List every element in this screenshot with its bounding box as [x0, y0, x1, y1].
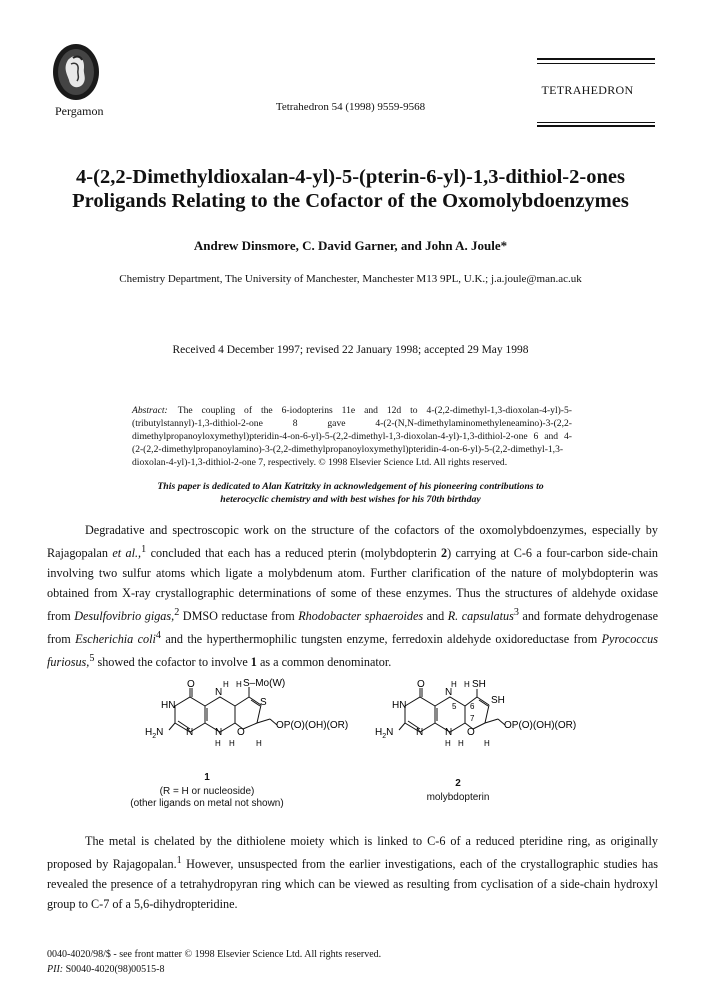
body-text: Degradative and spectroscopic work on the structure of the cofactors of the oxomolybdoenzymes, especially by Rajagopalan	[47, 523, 658, 561]
atom-label: N	[416, 727, 424, 738]
atom-label: N	[445, 727, 453, 738]
position-number: 5	[452, 702, 457, 711]
reference-marker: 1	[176, 855, 182, 866]
header-rule	[537, 63, 655, 64]
affiliation: Chemistry Department, The University of Manchester, Manchester M13 9PL, U.K.; j.a.joule@man.ac.uk	[119, 273, 582, 285]
compound-caption: (R = H or nucleoside)	[159, 786, 255, 797]
title-line: 4-(2,2-Dimethyldioxalan-4-yl)-5-(pterin-6-yl)-1,3-dithiol-2-ones	[76, 166, 625, 188]
atom-label: H	[256, 739, 262, 748]
received-dates: Received 4 December 1997; revised 22 January 1998; accepted 29 May 1998	[172, 344, 529, 356]
atom-label: H	[445, 739, 451, 748]
compound-number: 2	[455, 778, 461, 789]
body-text: The metal is chelated by the dithiolene moiety which is linked to C-6 of a reduced pteridine ring, as originally proposed by Rajagopalan.	[47, 834, 658, 872]
publisher-logo	[51, 42, 101, 102]
journal-name: TETRAHEDRON	[541, 83, 634, 97]
organism-name: Pyrococcus furiosus,	[47, 632, 658, 670]
journal-citation: Tetrahedron 54 (1998) 9559-9568	[275, 101, 426, 113]
body-text: and the hyperthermophilic tungsten enzyme, ferredoxin aldehyde oxidoreductase from	[161, 632, 602, 647]
structure-compound-2	[365, 679, 610, 769]
organism-name: R. capsulatus	[447, 609, 514, 624]
header-rule	[537, 58, 655, 60]
atom-label: H	[215, 739, 221, 748]
atom-label: HN	[161, 700, 176, 711]
compound-number: 1	[204, 772, 210, 783]
atom-label: S	[260, 697, 267, 708]
atom-label: H	[229, 739, 235, 748]
atom-label: N	[445, 687, 453, 698]
atom-label: H	[223, 680, 229, 689]
atom-label: O	[187, 679, 195, 690]
atom-label: N	[186, 727, 194, 738]
atom-label: HN	[392, 700, 407, 711]
copyright-line: 0040-4020/98/$ - see front matter © 1998 Elsevier Science Ltd. All rights reserved.	[47, 949, 382, 960]
organism-name: Escherichia coli	[75, 632, 156, 647]
atom-label: H	[464, 680, 470, 689]
organism-name: Desulfovibrio gigas,	[74, 609, 175, 624]
position-number: 7	[470, 714, 475, 723]
authors: Andrew Dinsmore, C. David Garner, and John A. Joule*	[193, 238, 508, 253]
atom-label: O	[467, 727, 475, 738]
reference-marker: 4	[155, 630, 161, 642]
body-paragraph	[47, 831, 658, 914]
substituent-label: OP(O)(OH)(OR)	[504, 720, 577, 731]
header-rule	[537, 122, 655, 123]
footer	[47, 947, 381, 977]
pii-label: PII:	[47, 964, 64, 975]
dedication	[120, 480, 581, 506]
body-paragraph	[47, 520, 658, 672]
abstract-text: The coupling of the 6-iodopterins 11e and 12d to 4-(2,2-dimethyl-1,3-dioxolan-4-yl)-5-(tributylstannyl)-1,3-dithiol-2-one 8 gave 4-(2-(N,N-dimethylaminomethyleneamino)-3-(2,2-dimethylpropanoyloxymethyl)pteridin-4-on-6-yl)-5-(2,2-dimethyl-1,3-dioxolan-4-yl)-1,3-dithiol-2-one 6 and 4-(2-(2,2-dimethylpropanoylamino)-3-(2,2-dimethylpropanoyloxymethyl)pteridin-4-on-6-yl)-5-(2,2-dimethyl-1,3-dioxolan-4-yl)-1,3-dithiol-2-one 7, respectively. © 1998 Elsevier Science Ltd. All rights reserved.	[132, 405, 572, 468]
reference-marker: 2	[174, 607, 180, 619]
atom-label: N	[215, 687, 223, 698]
substituent-label: OP(O)(OH)(OR)	[276, 720, 349, 731]
atom-label: O	[417, 679, 425, 690]
abstract-label: Abstract:	[132, 405, 168, 416]
body-text: and	[423, 609, 448, 624]
reference-marker: 1	[141, 544, 147, 555]
body-text: ) carrying at C-6 a four-carbon side-chain involving two sulfur atoms which ligate a molybdenum atom. Further clarification of the nature of molybdopterin was obtained from X-ray crystallographic determinations of some of these enzymes. Thus the structures of aldehyde oxidase from	[47, 546, 659, 624]
article-title	[40, 165, 661, 213]
thiol-label: SH	[472, 679, 486, 690]
et-al: et al.,	[112, 546, 142, 561]
header-rule	[537, 125, 655, 127]
atom-label: $H_2N$	[375, 727, 394, 740]
dedication-line: This paper is dedicated to Alan Katritzky in acknowledgement of his pioneering contributions to	[157, 481, 544, 492]
atom-label: H	[458, 739, 464, 748]
publisher-name: Pergamon	[55, 104, 104, 118]
atom-label: H	[484, 739, 490, 748]
pii-value: S0040-4020(98)00515-8	[63, 964, 165, 975]
compound-ref: 1	[250, 655, 257, 670]
body-text: However, unsuspected from the earlier investigations, each of the crystallographic studies has revealed the presence of a tetrahydropyran ring which can be viewed as resulting from cyclisation of a side-chain hydroxyl group to C-7 of a 5,6-dihydropteridine.	[47, 857, 659, 912]
compound-caption: (other ligands on metal not shown)	[130, 798, 284, 809]
body-text: and formate dehydrogenase from	[47, 609, 659, 647]
body-text: concluded that each has a reduced pterin (molybdopterin	[146, 546, 441, 561]
atom-label: H	[236, 680, 242, 689]
position-number: 6	[470, 702, 475, 711]
dedication-line: heterocyclic chemistry and with best wishes for his 70th birthday	[220, 494, 481, 505]
body-text: DMSO reductase from	[179, 609, 299, 624]
atom-label: H	[451, 680, 457, 689]
atom-label: N	[215, 727, 223, 738]
pii-line	[47, 962, 381, 977]
body-text: showed the cofactor to involve	[94, 655, 251, 670]
reference-marker: 5	[89, 653, 95, 665]
organism-name: Rhodobacter sphaeroides	[298, 609, 424, 624]
atom-label: $H_2N$	[145, 727, 164, 740]
abstract	[132, 404, 572, 469]
body-text: as a common denominator.	[256, 655, 392, 670]
compound-caption: molybdopterin	[426, 792, 490, 803]
thiol-label: SH	[491, 695, 505, 706]
metal-label: S–Mo(W)	[243, 678, 286, 689]
atom-label: O	[237, 727, 245, 738]
reference-marker: 3	[513, 607, 519, 619]
structure-compound-1	[145, 678, 350, 769]
title-line: Proligands Relating to the Cofactor of the Oxomolybdoenzymes	[72, 190, 629, 212]
compound-ref: 2	[440, 546, 448, 561]
